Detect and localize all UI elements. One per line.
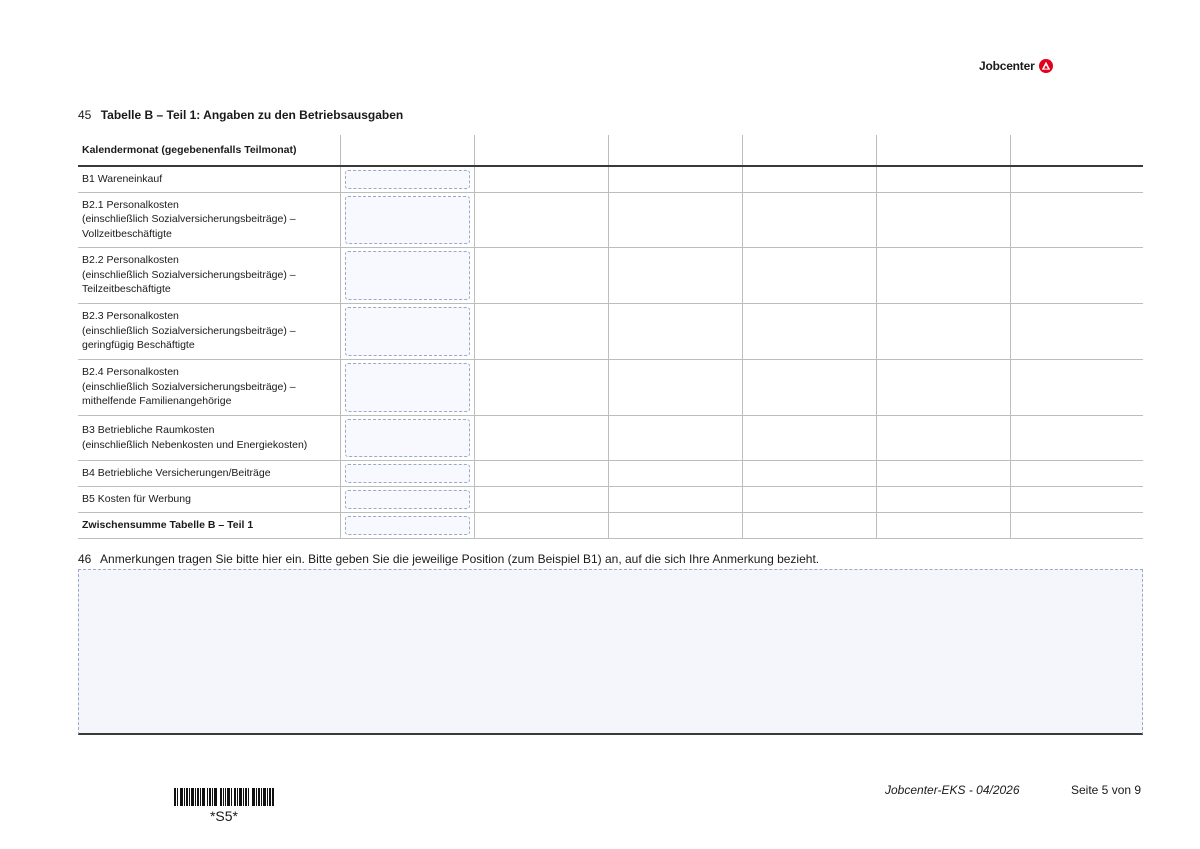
amount-input[interactable] — [345, 419, 470, 457]
amount-cell — [340, 460, 474, 486]
amount-cell — [340, 192, 474, 247]
table-row — [78, 415, 1143, 460]
month-header-label: Kalendermonat (gegebenenfalls Teilmonat) — [78, 135, 340, 166]
amount-cell[interactable] — [608, 247, 742, 303]
row-label: B3 Betriebliche Raumkosten (einschließlich Nebenkosten und Energiekosten) — [78, 415, 340, 460]
amount-cell[interactable] — [742, 192, 876, 247]
page-number: Seite 5 von 9 — [1071, 783, 1142, 797]
row-label: B5 Kosten für Werbung — [78, 486, 340, 512]
amount-cell[interactable] — [1010, 303, 1143, 359]
table-row — [78, 166, 1143, 192]
amount-cell[interactable] — [608, 192, 742, 247]
section-number: 45 — [78, 108, 92, 122]
form-id: Jobcenter-EKS - 04/2026 — [885, 783, 1020, 797]
amount-input[interactable] — [345, 196, 470, 244]
amount-cell[interactable] — [1010, 460, 1143, 486]
amount-cell[interactable] — [742, 415, 876, 460]
jobcenter-logo-icon — [1039, 59, 1053, 73]
amount-cell[interactable] — [1010, 247, 1143, 303]
section-title: Tabelle B – Teil 1: Angaben zu den Betriebsausgaben — [100, 108, 404, 122]
amount-input[interactable] — [345, 464, 470, 483]
amount-cell[interactable] — [608, 415, 742, 460]
amount-cell[interactable] — [876, 192, 1010, 247]
amount-cell — [340, 247, 474, 303]
amount-cell[interactable] — [608, 460, 742, 486]
amount-cell[interactable] — [876, 415, 1010, 460]
amount-cell[interactable] — [876, 460, 1010, 486]
table-header-row — [78, 135, 1143, 166]
row-label: B2.3 Personalkosten (einschließlich Sozialversicherungsbeiträge) – geringfügig Beschäftigte — [78, 303, 340, 359]
amount-cell[interactable] — [608, 166, 742, 192]
amount-cell[interactable] — [1010, 192, 1143, 247]
amount-cell[interactable] — [474, 512, 608, 538]
amount-cell — [340, 512, 474, 538]
month-column-5[interactable] — [876, 135, 1010, 166]
amount-cell[interactable] — [742, 359, 876, 415]
amount-cell[interactable] — [1010, 166, 1143, 192]
table-row — [78, 486, 1143, 512]
month-column-6[interactable] — [1010, 135, 1143, 166]
amount-input[interactable] — [345, 363, 470, 412]
jobcenter-logo — [979, 59, 1053, 73]
row-label: B2.2 Personalkosten (einschließlich Sozialversicherungsbeiträge) – Teilzeitbeschäftigte — [78, 247, 340, 303]
amount-cell[interactable] — [876, 166, 1010, 192]
amount-cell[interactable] — [1010, 512, 1143, 538]
month-column-4[interactable] — [742, 135, 876, 166]
amount-cell[interactable] — [474, 460, 608, 486]
month-column-3[interactable] — [608, 135, 742, 166]
table-row — [78, 192, 1143, 247]
amount-cell[interactable] — [876, 486, 1010, 512]
row-label: B1 Wareneinkauf — [78, 166, 340, 192]
remarks-textarea[interactable] — [78, 569, 1143, 735]
amount-cell[interactable] — [876, 359, 1010, 415]
table-row — [78, 247, 1143, 303]
amount-cell[interactable] — [1010, 415, 1143, 460]
amount-cell[interactable] — [1010, 486, 1143, 512]
amount-cell — [340, 303, 474, 359]
row-label: B2.4 Personalkosten (einschließlich Sozialversicherungsbeiträge) – mithelfende Familienangehörige — [78, 359, 340, 415]
amount-input[interactable] — [345, 490, 470, 509]
amount-cell[interactable] — [608, 512, 742, 538]
table-row — [78, 303, 1143, 359]
logo-text: Jobcenter — [979, 59, 1035, 73]
amount-cell[interactable] — [608, 303, 742, 359]
amount-cell[interactable] — [608, 359, 742, 415]
table-row — [78, 512, 1143, 538]
barcode-text: *S5* — [209, 808, 239, 824]
barcode-image — [174, 788, 274, 806]
row-label: B2.1 Personalkosten (einschließlich Sozialversicherungsbeiträge) – Vollzeitbeschäftigte — [78, 192, 340, 247]
amount-cell[interactable] — [742, 247, 876, 303]
amount-input[interactable] — [345, 516, 470, 535]
section-number: 46 — [78, 552, 92, 566]
amount-cell — [340, 486, 474, 512]
amount-input[interactable] — [345, 170, 470, 189]
expenses-table — [78, 135, 1143, 539]
section-45-heading — [78, 108, 403, 122]
amount-cell[interactable] — [474, 359, 608, 415]
amount-cell[interactable] — [474, 303, 608, 359]
amount-cell[interactable] — [876, 512, 1010, 538]
amount-cell[interactable] — [474, 247, 608, 303]
amount-cell[interactable] — [474, 166, 608, 192]
amount-cell[interactable] — [742, 512, 876, 538]
amount-cell[interactable] — [876, 303, 1010, 359]
amount-cell — [340, 415, 474, 460]
remarks-instruction: Anmerkungen tragen Sie bitte hier ein. Bitte geben Sie die jeweilige Position (zum Beispiel B1) an, auf die sich Ihre Anmerkung bezieht. — [100, 552, 820, 566]
row-label: B4 Betriebliche Versicherungen/Beiträge — [78, 460, 340, 486]
table-row — [78, 359, 1143, 415]
amount-cell[interactable] — [742, 303, 876, 359]
amount-cell[interactable] — [1010, 359, 1143, 415]
row-label: Zwischensumme Tabelle B – Teil 1 — [78, 512, 340, 538]
amount-cell[interactable] — [742, 486, 876, 512]
amount-cell[interactable] — [474, 192, 608, 247]
section-46-label — [78, 552, 819, 566]
amount-cell — [340, 166, 474, 192]
amount-input[interactable] — [345, 251, 470, 300]
table-row — [78, 460, 1143, 486]
month-column-2[interactable] — [474, 135, 608, 166]
amount-cell[interactable] — [742, 166, 876, 192]
amount-cell[interactable] — [742, 460, 876, 486]
month-column-1[interactable] — [340, 135, 474, 166]
amount-cell[interactable] — [474, 486, 608, 512]
amount-input[interactable] — [345, 307, 470, 356]
amount-cell[interactable] — [876, 247, 1010, 303]
amount-cell[interactable] — [608, 486, 742, 512]
amount-cell — [340, 359, 474, 415]
amount-cell[interactable] — [474, 415, 608, 460]
